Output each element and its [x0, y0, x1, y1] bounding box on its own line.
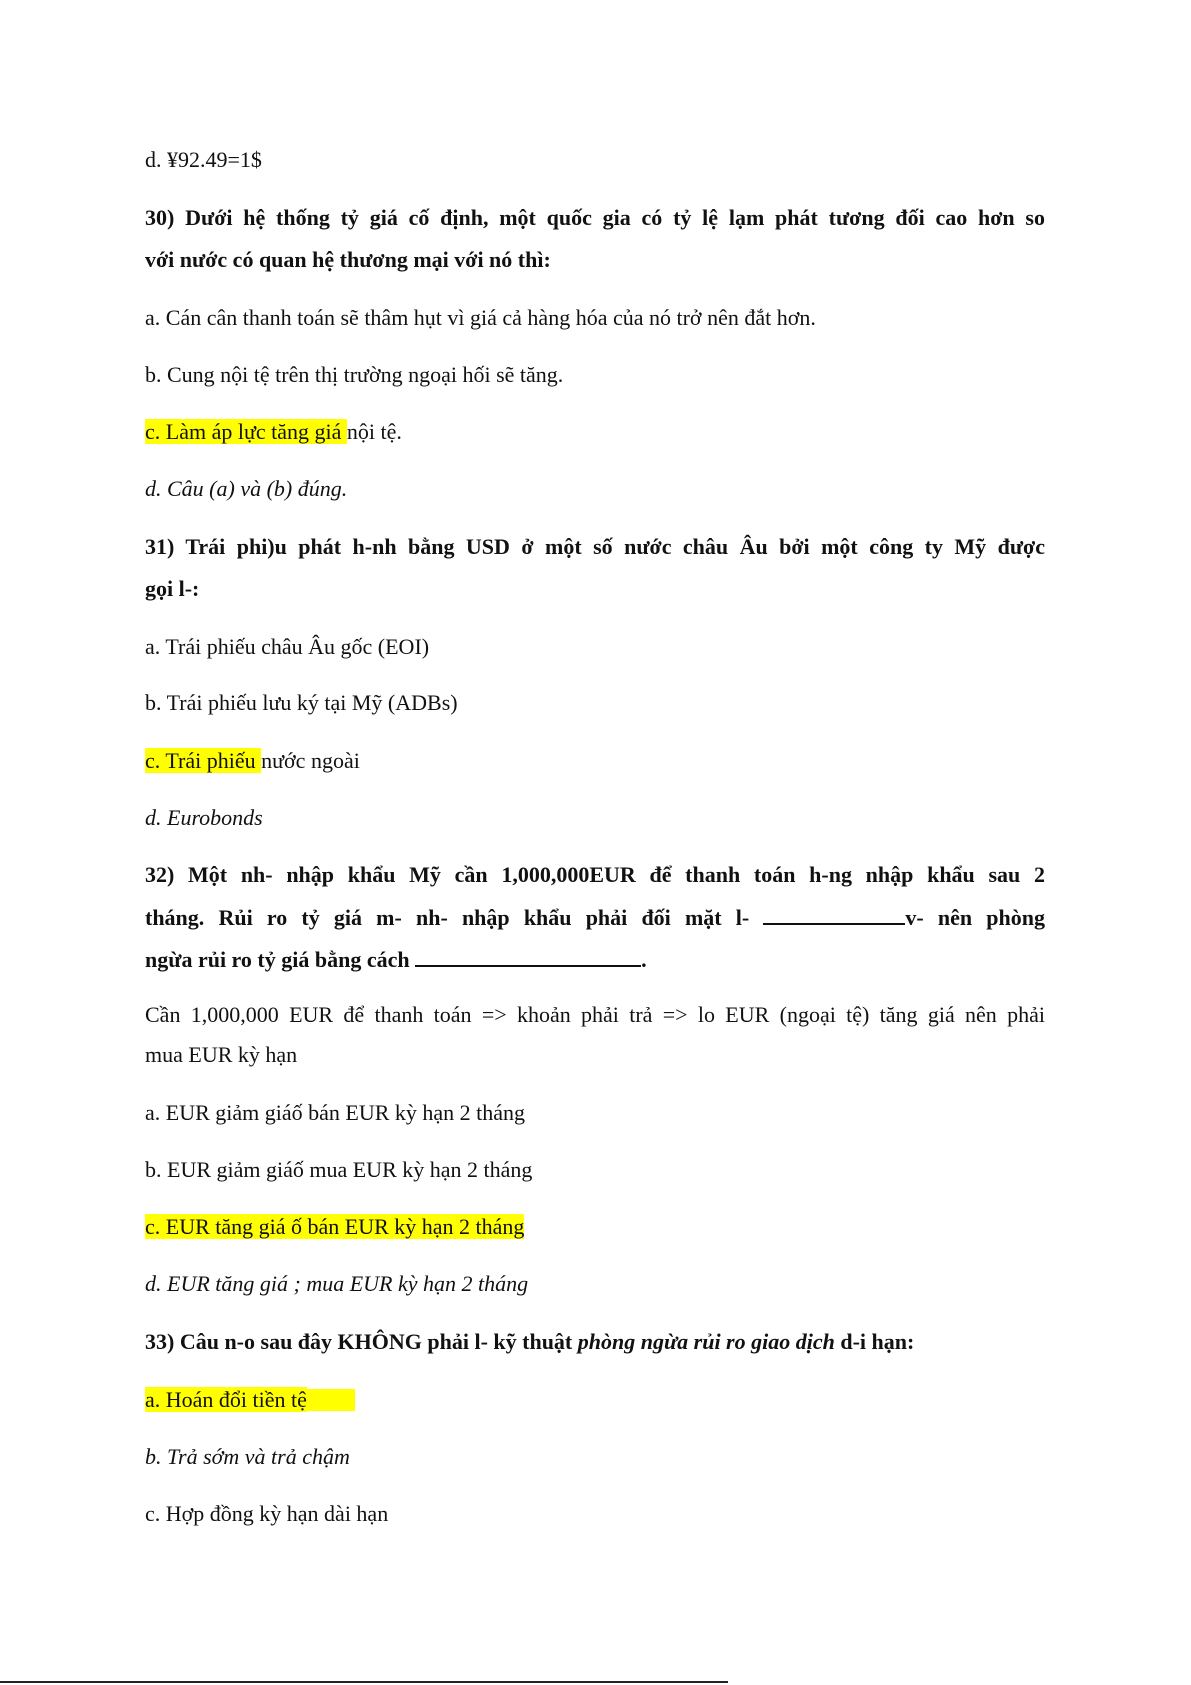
q31-option-c-highlight: c. Trái phiếu: [145, 748, 262, 773]
page-bottom-rule: [0, 1681, 728, 1683]
q30-option-c: [145, 421, 402, 443]
q33-option-c: c. Hợp đồng kỳ hạn dài hạn: [145, 1501, 389, 1526]
q33-option-b: b. Trả sớm và trả chậm: [145, 1444, 350, 1469]
q30-option-c-highlight: c. Làm áp lực tăng giá: [145, 419, 347, 444]
q32-explanation-line2: mua EUR kỳ hạn: [145, 1042, 298, 1067]
q30-option-c-rest: nội tệ.: [346, 419, 402, 444]
q32-option-a: a. EUR giảm giáố bán EUR kỳ hạn 2 tháng: [145, 1100, 526, 1125]
q32-line2-start: tháng. Rủi ro tỷ giá m- nh- nhập khẩu phải đối mặt l-: [145, 905, 764, 930]
q32-question-line2: [145, 905, 1045, 929]
q32-line3-start: ngừa rủi ro tỷ giá bằng cách: [145, 947, 416, 972]
q33-question-end: d-i hạn:: [834, 1329, 915, 1354]
q33-question: [145, 1331, 914, 1353]
q32-question-line1: 32) Một nh- nhập khẩu Mỹ cần 1,000,000EUR để thanh toán h-ng nhập khẩu sau 2: [145, 862, 1045, 887]
q31-question-line1: 31) Trái phi)u phát h-nh bằng USD ở một số nước châu Âu bởi một công ty Mỹ được: [145, 534, 1045, 559]
q32-explanation-line1: Cần 1,000,000 EUR để thanh toán => khoản phải trả => lo EUR (ngoại tệ) tăng giá nên phải: [145, 1002, 1045, 1027]
q31-option-c-rest: nước ngoài: [261, 748, 360, 773]
q30-option-b: b. Cung nội tệ trên thị trường ngoại hối sẽ tăng.: [145, 362, 564, 387]
answer-blank-1: [763, 905, 905, 925]
q31-question-line2: gọi l-:: [145, 576, 200, 601]
q32-option-b: b. EUR giảm giáố mua EUR kỳ hạn 2 tháng: [145, 1157, 533, 1182]
q30-option-a: a. Cán cân thanh toán sẽ thâm hụt vì giá cả hàng hóa của nó trở nên đắt hơn.: [145, 305, 816, 330]
q32-option-d: d. EUR tăng giá ; mua EUR kỳ hạn 2 tháng: [145, 1271, 529, 1296]
q32-line3-end: .: [641, 947, 647, 972]
q32-question-line3: [145, 947, 647, 971]
q30-question-line1: 30) Dưới hệ thống tỷ giá cố định, một quốc gia có tỷ lệ lạm phát tương đối cao hơn so: [145, 205, 1045, 230]
q33-option-a: [145, 1389, 355, 1411]
answer-blank-2: [415, 947, 641, 967]
q30-option-d: d. Câu (a) và (b) đúng.: [145, 476, 348, 501]
q33-option-a-highlight: a. Hoán đổi tiền tệ: [145, 1387, 307, 1412]
q31-option-c: [145, 750, 360, 772]
q31-option-a: a. Trái phiếu châu Âu gốc (EOI): [145, 634, 430, 659]
q29-option-d: d. ¥92.49=1$: [145, 147, 262, 172]
q32-option-c-highlight: c. EUR tăng giá ố bán EUR kỳ hạn 2 tháng: [145, 1214, 525, 1239]
q30-question-line2: với nước có quan hệ thương mại với nó thì:: [145, 247, 551, 272]
q33-highlight-pad: [307, 1389, 355, 1411]
q33-question-italic: phòng ngừa rủi ro giao dịch: [577, 1329, 835, 1354]
q33-question-start: 33) Câu n-o sau đây KHÔNG phải l- kỹ thuật: [145, 1329, 578, 1354]
q32-option-c: [145, 1216, 524, 1238]
q31-option-b: b. Trái phiếu lưu ký tại Mỹ (ADBs): [145, 690, 458, 715]
q32-line2-end: v- nên phòng: [905, 905, 1045, 930]
q31-option-d: d. Eurobonds: [145, 805, 263, 830]
